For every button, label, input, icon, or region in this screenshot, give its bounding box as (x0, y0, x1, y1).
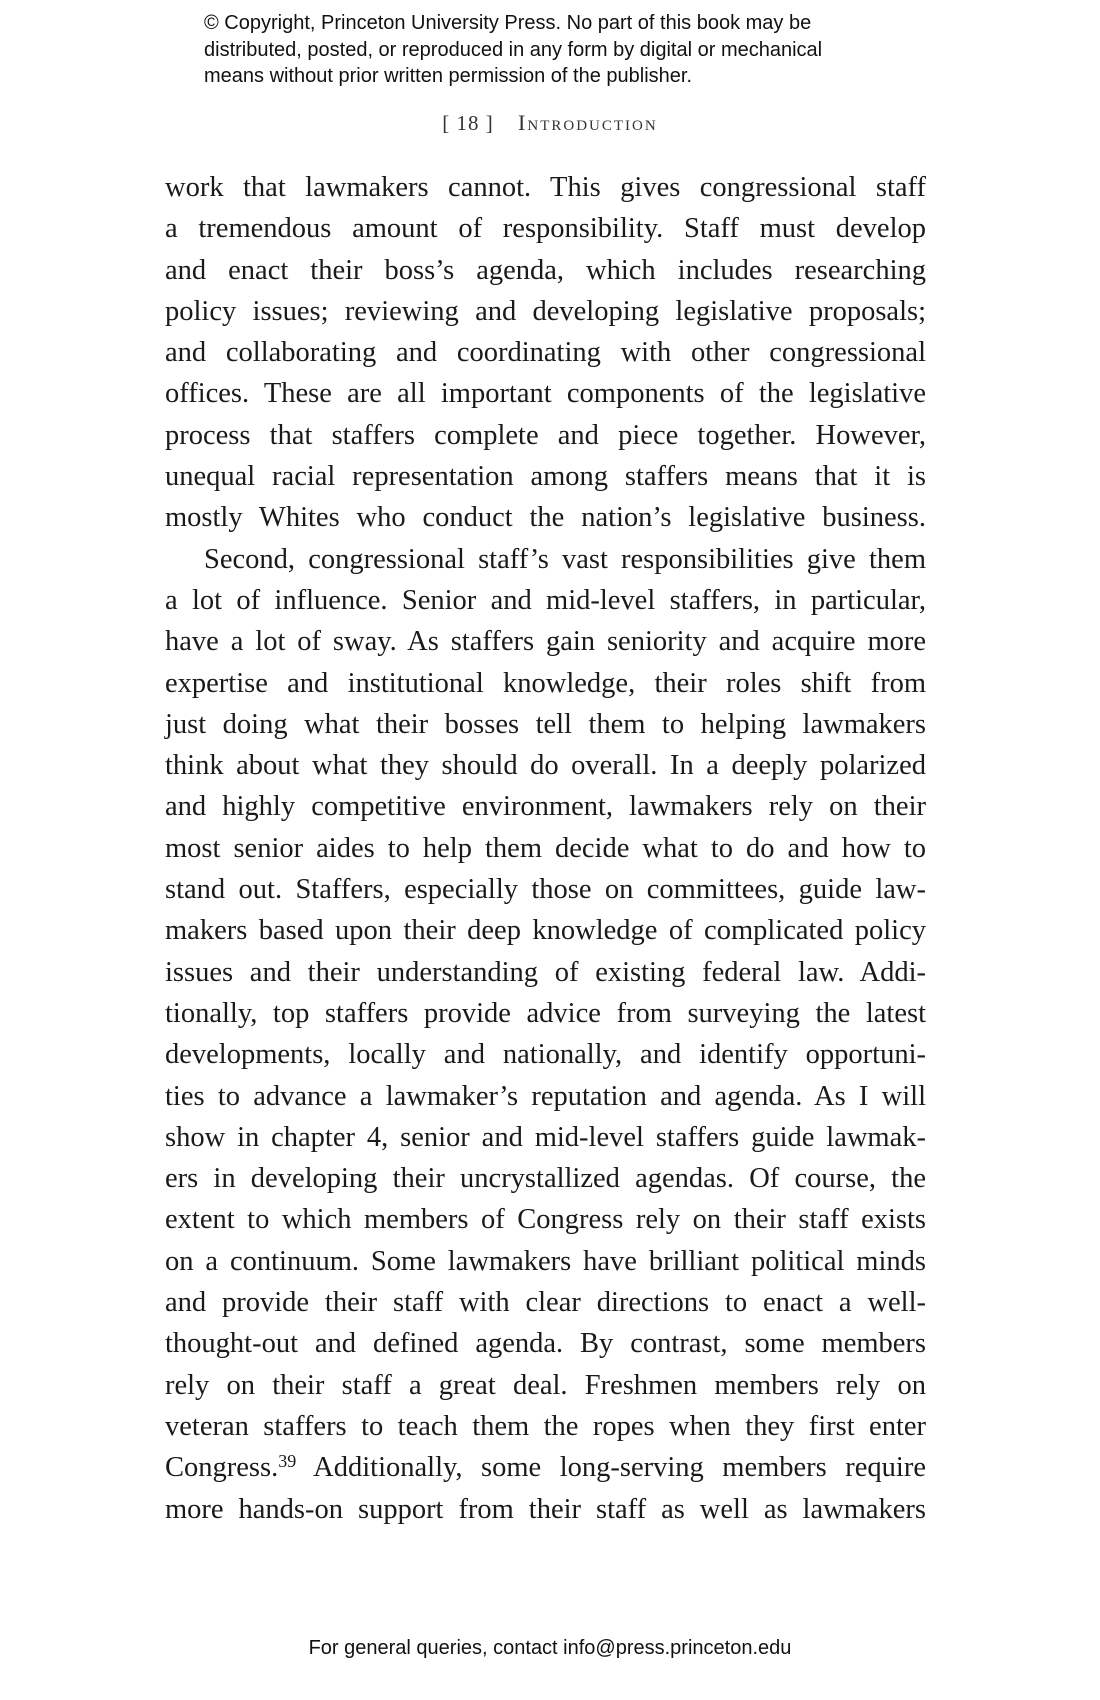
text-line: stand out. Staffers, especially those on committees, guide law- (165, 874, 926, 906)
notice-line: © Copyright, Princeton University Press. No part of this book may be (204, 12, 812, 34)
text-line: on a continuum. Some lawmakers have brilliant political minds (165, 1245, 926, 1277)
text-line: and highly competitive environment, lawmakers rely on their (165, 791, 926, 823)
text-line: and provide their staff with clear directions to enact a well- (165, 1287, 926, 1319)
section-title: Introduction (518, 110, 658, 135)
text-line: Second, congressional staff’s vast responsibilities give them (204, 543, 926, 575)
text-line: extent to which members of Congress rely on their staff exists (165, 1204, 926, 1236)
text-line: more hands-on support from their staff as well as lawmakers (165, 1493, 926, 1525)
text-line: rely on their staff a great deal. Freshmen members rely on (165, 1369, 926, 1401)
text-line: ers in developing their uncrystallized agendas. Of course, the (165, 1163, 926, 1195)
text-line: developments, locally and nationally, and identify opportuni- (165, 1039, 926, 1071)
text-line: work that lawmakers cannot. This gives congressional staff (165, 172, 926, 203)
text-line: expertise and institutional knowledge, their roles shift from (165, 667, 926, 699)
text-line: thought-out and defined agenda. By contrast, some members (165, 1328, 926, 1360)
copyright-notice (204, 10, 924, 90)
text-line: and enact their boss’s agenda, which includes researching (165, 254, 926, 286)
text-line: process that staffers complete and piece together. However, (165, 419, 926, 451)
footnote-reference[interactable]: 39 (278, 1451, 297, 1472)
text-line: veteran staffers to teach them the ropes when they first enter (165, 1410, 926, 1442)
text-line: makers based upon their deep knowledge of complicated policy (165, 915, 926, 947)
text-line: offices. These are all important components of the legislative (165, 378, 926, 410)
text-line: mostly Whites who conduct the nation’s legislative business. (165, 502, 926, 534)
notice-line: means without prior written permission of the publisher. (204, 65, 693, 87)
text-line: and collaborating and coordinating with other congressional (165, 337, 926, 369)
text-line: a lot of influence. Senior and mid-level staffers, in particular, (165, 584, 926, 616)
text-span: Additionally, some long-serving members require (296, 1452, 926, 1484)
footer-contact: For general queries, contact info@press.princeton.edu (308, 1637, 792, 1659)
text-line: show in chapter 4, senior and mid-level staffers guide lawmak- (165, 1121, 926, 1153)
text-line: unequal racial representation among staffers means that it is (165, 461, 926, 493)
text-line: a tremendous amount of responsibility. Staff must develop (165, 213, 926, 245)
text-line: issues and their understanding of existing federal law. Addi- (165, 956, 926, 988)
body-text (165, 167, 926, 1530)
text-line: just doing what their bosses tell them to helping lawmakers (165, 708, 926, 740)
text-line: policy issues; reviewing and developing legislative proposals; (165, 295, 926, 327)
page-number: [ 18 ] (442, 111, 494, 135)
text-line: most senior aides to help them decide what to do and how to (165, 832, 926, 864)
notice-line: distributed, posted, or reproduced in any form by digital or mechanical (204, 38, 823, 61)
text-line: think about what they should do overall. In a deeply polarized (165, 750, 926, 782)
text-line (165, 1447, 926, 1488)
text-line: have a lot of sway. As staffers gain seniority and acquire more (165, 626, 926, 658)
text-line: tionally, top staffers provide advice from surveying the latest (165, 997, 926, 1029)
text-span: Congress. (165, 1452, 279, 1484)
running-head (0, 110, 1100, 136)
text-line: ties to advance a lawmaker’s reputation and agenda. As I will (165, 1080, 926, 1112)
